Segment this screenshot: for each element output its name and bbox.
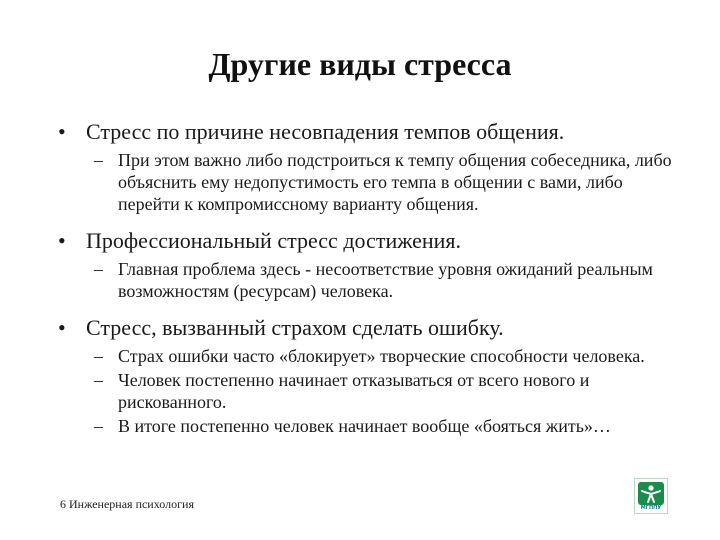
slide-footer: 6 Инженерная психология	[60, 497, 194, 511]
bullet-item	[56, 314, 686, 341]
sub-list	[56, 149, 686, 215]
sub-bullet-item	[56, 149, 686, 215]
sub-bullet-item	[56, 369, 686, 413]
bullet-text: Профессиональный стресс достижения.	[86, 228, 462, 253]
sub-bullet-text: В итоге постепенно человек начинает вообще «бояться жить»…	[118, 416, 611, 436]
sub-bullet-text: Главная проблема здесь - несоответствие уровня ожиданий реальным возможностям (ресурсам) человека.	[118, 259, 653, 301]
bullet-text: Стресс, вызванный страхом сделать ошибку.	[86, 315, 504, 340]
bullet-item	[56, 118, 686, 145]
sub-list	[56, 345, 686, 437]
bullet-marker: •	[58, 119, 66, 144]
logo-text: МГППУ	[640, 505, 662, 511]
sub-bullet-text: При этом важно либо подстроиться к темпу общения собеседника, либо объяснить ему недопустимость его темпа в общении с вами, либо перейти к компромиссному варианту общения.	[118, 150, 672, 214]
sub-bullet-marker: –	[94, 259, 103, 279]
sub-bullet-item	[56, 415, 686, 437]
bullet-marker: •	[58, 228, 66, 253]
sub-bullet-marker: –	[94, 370, 103, 390]
logo-figure-icon	[638, 482, 664, 505]
bullet-marker: •	[58, 315, 66, 340]
bullet-item	[56, 227, 686, 254]
university-logo-icon	[638, 482, 664, 505]
slide-content	[56, 118, 686, 449]
sub-bullet-item	[56, 345, 686, 367]
sub-bullet-marker: –	[94, 150, 103, 170]
sub-bullet-text: Человек постепенно начинает отказываться от всего нового и рискованного.	[118, 370, 590, 412]
bullet-text: Стресс по причине несовпадения темпов общения.	[86, 119, 565, 144]
sub-list	[56, 258, 686, 302]
sub-bullet-text: Страх ошибки часто «блокирует» творческие способности человека.	[118, 346, 645, 366]
sub-bullet-marker: –	[94, 346, 103, 366]
university-logo	[634, 478, 668, 514]
sub-bullet-marker: –	[94, 416, 103, 436]
sub-bullet-item	[56, 258, 686, 302]
slide-title: Другие виды стресса	[208, 46, 512, 82]
